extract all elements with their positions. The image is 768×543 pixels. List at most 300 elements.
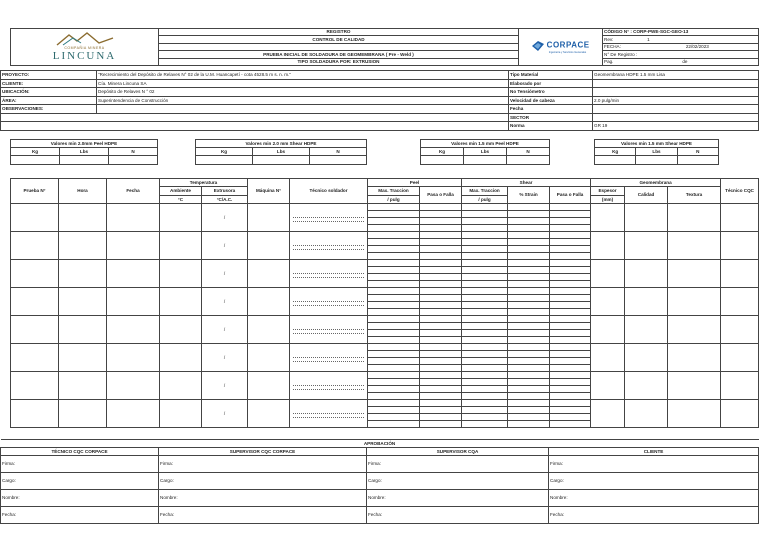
lincuna-logo bbox=[11, 29, 159, 66]
tecnico-cell[interactable] bbox=[290, 372, 368, 400]
prueba-cell[interactable] bbox=[11, 344, 59, 372]
elaborado-value bbox=[593, 79, 759, 88]
shear-pasa-cell[interactable] bbox=[550, 260, 591, 267]
maquina-cell[interactable] bbox=[248, 316, 290, 344]
shear-max-cell[interactable] bbox=[462, 407, 508, 414]
calidad-cell[interactable] bbox=[625, 232, 668, 260]
col-peel-unit: / pulg bbox=[368, 196, 420, 204]
shear-max-cell[interactable] bbox=[462, 344, 508, 351]
textura-cell[interactable] bbox=[668, 204, 721, 232]
col-shear-pasa: Pasa o Falla bbox=[550, 187, 591, 204]
firma-field[interactable]: Firma: bbox=[1, 456, 159, 473]
peel-max-cell[interactable] bbox=[368, 267, 420, 274]
fecha-cell[interactable] bbox=[107, 232, 160, 260]
strain-cell[interactable] bbox=[508, 260, 550, 267]
extrusora-cell[interactable]: / bbox=[202, 204, 248, 232]
peel-pasa-cell[interactable] bbox=[420, 225, 462, 232]
tecnico-cqc-cell[interactable] bbox=[721, 372, 759, 400]
registro-cell: N° De Registro : bbox=[603, 51, 759, 59]
hora-cell[interactable] bbox=[59, 372, 107, 400]
strain-cell[interactable] bbox=[508, 400, 550, 407]
peel-pasa-cell[interactable] bbox=[420, 372, 462, 379]
espesor-cell[interactable] bbox=[591, 204, 625, 232]
prueba-cell[interactable] bbox=[11, 372, 59, 400]
peel-max-cell[interactable] bbox=[368, 344, 420, 351]
hora-cell[interactable] bbox=[59, 316, 107, 344]
peel-pasa-cell[interactable] bbox=[420, 246, 462, 253]
shear-max-cell[interactable] bbox=[462, 302, 508, 309]
peel-pasa-cell[interactable] bbox=[420, 309, 462, 316]
strain-cell[interactable] bbox=[508, 372, 550, 379]
peel-pasa-cell[interactable] bbox=[420, 400, 462, 407]
peel-pasa-cell[interactable] bbox=[420, 253, 462, 260]
peel-max-cell[interactable] bbox=[368, 407, 420, 414]
extrusora-cell[interactable]: / bbox=[202, 316, 248, 344]
strain-cell[interactable] bbox=[508, 330, 550, 337]
shear-max-cell[interactable] bbox=[462, 323, 508, 330]
shear-max-cell[interactable] bbox=[462, 260, 508, 267]
shear-max-cell[interactable] bbox=[462, 204, 508, 211]
espesor-cell[interactable] bbox=[591, 372, 625, 400]
peel-max-cell[interactable] bbox=[368, 316, 420, 323]
peel-pasa-cell[interactable] bbox=[420, 288, 462, 295]
shear-max-cell[interactable] bbox=[462, 393, 508, 400]
cargo-field[interactable]: Cargo: bbox=[367, 473, 549, 490]
shear-max-cell[interactable] bbox=[462, 379, 508, 386]
peel-pasa-cell[interactable] bbox=[420, 414, 462, 421]
peel-pasa-cell[interactable] bbox=[420, 379, 462, 386]
strain-cell[interactable] bbox=[508, 281, 550, 288]
peel-pasa-cell[interactable] bbox=[420, 218, 462, 225]
peel-pasa-cell[interactable] bbox=[420, 344, 462, 351]
peel-max-cell[interactable] bbox=[368, 414, 420, 421]
peel-pasa-cell[interactable] bbox=[420, 281, 462, 288]
strain-cell[interactable] bbox=[508, 288, 550, 295]
ambiente-cell[interactable] bbox=[160, 288, 202, 316]
maquina-cell[interactable] bbox=[248, 400, 290, 428]
shear-pasa-cell[interactable] bbox=[550, 267, 591, 274]
tecnico-cqc-cell[interactable] bbox=[721, 288, 759, 316]
prueba-cell[interactable] bbox=[11, 260, 59, 288]
prueba-cell[interactable] bbox=[11, 232, 59, 260]
fecha-field[interactable]: Fecha: bbox=[367, 507, 549, 524]
min-values-3 bbox=[420, 139, 550, 165]
col-espesor-unit: (mm) bbox=[591, 196, 625, 204]
shear-pasa-cell[interactable] bbox=[550, 379, 591, 386]
peel-max-cell[interactable] bbox=[368, 246, 420, 253]
nombre-field[interactable]: Nombre: bbox=[1, 490, 159, 507]
tecnico-cell[interactable] bbox=[290, 260, 368, 288]
shear-pasa-cell[interactable] bbox=[550, 323, 591, 330]
strain-cell[interactable] bbox=[508, 239, 550, 246]
strain-cell[interactable] bbox=[508, 274, 550, 281]
peel-pasa-cell[interactable] bbox=[420, 316, 462, 323]
min-col: Lbs bbox=[60, 148, 109, 156]
pag-cell: Pag. de bbox=[603, 59, 759, 66]
shear-pasa-cell[interactable] bbox=[550, 302, 591, 309]
peel-max-cell[interactable] bbox=[368, 386, 420, 393]
shear-max-cell[interactable] bbox=[462, 288, 508, 295]
fecha-cell[interactable] bbox=[107, 288, 160, 316]
peel-max-cell[interactable] bbox=[368, 211, 420, 218]
peel-max-cell[interactable] bbox=[368, 309, 420, 316]
peel-max-cell[interactable] bbox=[368, 330, 420, 337]
peel-max-cell[interactable] bbox=[368, 400, 420, 407]
shear-max-cell[interactable] bbox=[462, 267, 508, 274]
tecnico-cqc-cell[interactable] bbox=[721, 316, 759, 344]
peel-max-cell[interactable] bbox=[368, 281, 420, 288]
peel-max-cell[interactable] bbox=[368, 274, 420, 281]
shear-pasa-cell[interactable] bbox=[550, 246, 591, 253]
shear-max-cell[interactable] bbox=[462, 421, 508, 428]
shear-max-cell[interactable] bbox=[462, 225, 508, 232]
peel-pasa-cell[interactable] bbox=[420, 260, 462, 267]
fecha-field[interactable]: Fecha: bbox=[1, 507, 159, 524]
shear-pasa-cell[interactable] bbox=[550, 309, 591, 316]
prueba-cell[interactable] bbox=[11, 288, 59, 316]
strain-cell[interactable] bbox=[508, 218, 550, 225]
shear-pasa-cell[interactable] bbox=[550, 281, 591, 288]
strain-cell[interactable] bbox=[508, 232, 550, 239]
peel-pasa-cell[interactable] bbox=[420, 351, 462, 358]
min-title: Valores min 1.5 mm Peel HDPE bbox=[421, 140, 550, 148]
peel-pasa-cell[interactable] bbox=[420, 407, 462, 414]
shear-max-cell[interactable] bbox=[462, 358, 508, 365]
strain-cell[interactable] bbox=[508, 365, 550, 372]
fecha-cell[interactable] bbox=[107, 372, 160, 400]
shear-max-cell[interactable] bbox=[462, 239, 508, 246]
peel-pasa-cell[interactable] bbox=[420, 365, 462, 372]
cargo-field[interactable]: Cargo: bbox=[549, 473, 759, 490]
min-col: Kg bbox=[11, 148, 60, 156]
min-cell bbox=[677, 156, 718, 165]
dotted-line bbox=[293, 357, 364, 358]
code-cell: CÓDIGO N° : CORP-PWE-SGC-GEO-13 bbox=[603, 29, 759, 36]
ambiente-cell[interactable] bbox=[160, 232, 202, 260]
fecha-cell[interactable] bbox=[107, 344, 160, 372]
prueba-cell[interactable] bbox=[11, 400, 59, 428]
shear-pasa-cell[interactable] bbox=[550, 407, 591, 414]
shear-max-cell[interactable] bbox=[462, 232, 508, 239]
tecnico-cqc-cell[interactable] bbox=[721, 260, 759, 288]
extrusora-cell[interactable]: / bbox=[202, 232, 248, 260]
col-strain: % Strain bbox=[508, 187, 550, 204]
peel-max-cell[interactable] bbox=[368, 337, 420, 344]
maquina-cell[interactable] bbox=[248, 232, 290, 260]
peel-max-cell[interactable] bbox=[368, 351, 420, 358]
dotted-line bbox=[293, 277, 364, 278]
strain-cell[interactable] bbox=[508, 393, 550, 400]
peel-max-cell[interactable] bbox=[368, 295, 420, 302]
peel-pasa-cell[interactable] bbox=[420, 358, 462, 365]
shear-pasa-cell[interactable] bbox=[550, 274, 591, 281]
shear-pasa-cell[interactable] bbox=[550, 225, 591, 232]
norma-value: GR 19 bbox=[593, 122, 759, 131]
strain-cell[interactable] bbox=[508, 386, 550, 393]
hora-cell[interactable] bbox=[59, 400, 107, 428]
corp-name: CORPACE bbox=[546, 40, 590, 50]
peel-pasa-cell[interactable] bbox=[420, 295, 462, 302]
peel-max-cell[interactable] bbox=[368, 288, 420, 295]
peel-pasa-cell[interactable] bbox=[420, 232, 462, 239]
hora-cell[interactable] bbox=[59, 288, 107, 316]
shear-pasa-cell[interactable] bbox=[550, 218, 591, 225]
tensiometro-value bbox=[593, 88, 759, 97]
shear-pasa-cell[interactable] bbox=[550, 295, 591, 302]
table-row bbox=[11, 288, 759, 295]
shear-pasa-cell[interactable] bbox=[550, 330, 591, 337]
fecha-field[interactable]: Fecha: bbox=[549, 507, 759, 524]
maquina-cell[interactable] bbox=[248, 260, 290, 288]
shear-pasa-cell[interactable] bbox=[550, 232, 591, 239]
hora-cell[interactable] bbox=[59, 204, 107, 232]
shear-pasa-cell[interactable] bbox=[550, 316, 591, 323]
peel-max-cell[interactable] bbox=[368, 365, 420, 372]
peel-pasa-cell[interactable] bbox=[420, 421, 462, 428]
min-col: N bbox=[109, 148, 158, 156]
shear-pasa-cell[interactable] bbox=[550, 400, 591, 407]
fecha-cell[interactable] bbox=[107, 400, 160, 428]
min-cell bbox=[636, 156, 677, 165]
prueba-cell[interactable] bbox=[11, 316, 59, 344]
tecnico-cell[interactable] bbox=[290, 204, 368, 232]
strain-cell[interactable] bbox=[508, 295, 550, 302]
peel-pasa-cell[interactable] bbox=[420, 211, 462, 218]
textura-cell[interactable] bbox=[668, 288, 721, 316]
peel-max-cell[interactable] bbox=[368, 253, 420, 260]
shear-max-cell[interactable] bbox=[462, 351, 508, 358]
strain-cell[interactable] bbox=[508, 267, 550, 274]
strain-cell[interactable] bbox=[508, 358, 550, 365]
strain-cell[interactable] bbox=[508, 309, 550, 316]
shear-pasa-cell[interactable] bbox=[550, 358, 591, 365]
tecnico-cqc-cell[interactable] bbox=[721, 400, 759, 428]
tecnico-cell[interactable] bbox=[290, 288, 368, 316]
peel-max-cell[interactable] bbox=[368, 379, 420, 386]
min-cell bbox=[464, 156, 507, 165]
shear-max-cell[interactable] bbox=[462, 414, 508, 421]
textura-cell[interactable] bbox=[668, 316, 721, 344]
peel-pasa-cell[interactable] bbox=[420, 302, 462, 309]
shear-pasa-cell[interactable] bbox=[550, 386, 591, 393]
shear-pasa-cell[interactable] bbox=[550, 372, 591, 379]
strain-cell[interactable] bbox=[508, 407, 550, 414]
dotted-line bbox=[293, 385, 364, 386]
shear-max-cell[interactable] bbox=[462, 309, 508, 316]
shear-pasa-cell[interactable] bbox=[550, 393, 591, 400]
espesor-cell[interactable] bbox=[591, 344, 625, 372]
cargo-field[interactable]: Cargo: bbox=[159, 473, 367, 490]
extrusora-cell[interactable]: / bbox=[202, 260, 248, 288]
extrusora-cell[interactable]: / bbox=[202, 400, 248, 428]
col-temperatura: Temperatura bbox=[160, 179, 248, 187]
velocidad-label: Velocidad de cabeza bbox=[509, 96, 593, 105]
tecnico-cell[interactable] bbox=[290, 316, 368, 344]
shear-max-cell[interactable] bbox=[462, 211, 508, 218]
peel-pasa-cell[interactable] bbox=[420, 239, 462, 246]
textura-cell[interactable] bbox=[668, 400, 721, 428]
peel-pasa-cell[interactable] bbox=[420, 204, 462, 211]
tecnico-cqc-cell[interactable] bbox=[721, 344, 759, 372]
peel-max-cell[interactable] bbox=[368, 225, 420, 232]
nombre-field[interactable]: Nombre: bbox=[367, 490, 549, 507]
strain-cell[interactable] bbox=[508, 225, 550, 232]
min-title: Valores min 1.5 mm Shear HDPE bbox=[595, 140, 719, 148]
min-cell bbox=[11, 156, 60, 165]
espesor-cell[interactable] bbox=[591, 260, 625, 288]
maquina-cell[interactable] bbox=[248, 344, 290, 372]
shear-pasa-cell[interactable] bbox=[550, 211, 591, 218]
ambiente-cell[interactable] bbox=[160, 372, 202, 400]
strain-cell[interactable] bbox=[508, 323, 550, 330]
shear-max-cell[interactable] bbox=[462, 316, 508, 323]
prueba-cell[interactable] bbox=[11, 204, 59, 232]
peel-pasa-cell[interactable] bbox=[420, 267, 462, 274]
maquina-cell[interactable] bbox=[248, 204, 290, 232]
strain-cell[interactable] bbox=[508, 204, 550, 211]
shear-pasa-cell[interactable] bbox=[550, 239, 591, 246]
shear-max-cell[interactable] bbox=[462, 365, 508, 372]
strain-cell[interactable] bbox=[508, 379, 550, 386]
strain-cell[interactable] bbox=[508, 344, 550, 351]
shear-max-cell[interactable] bbox=[462, 372, 508, 379]
shear-pasa-cell[interactable] bbox=[550, 288, 591, 295]
calidad-cell[interactable] bbox=[625, 372, 668, 400]
min-title: Valores min 2.0mm Peel HDPE bbox=[11, 140, 158, 148]
strain-cell[interactable] bbox=[508, 302, 550, 309]
strain-cell[interactable] bbox=[508, 246, 550, 253]
tecnico-cell[interactable] bbox=[290, 400, 368, 428]
strain-cell[interactable] bbox=[508, 211, 550, 218]
strain-cell[interactable] bbox=[508, 316, 550, 323]
peel-max-cell[interactable] bbox=[368, 393, 420, 400]
shear-pasa-cell[interactable] bbox=[550, 351, 591, 358]
textura-cell[interactable] bbox=[668, 232, 721, 260]
peel-max-cell[interactable] bbox=[368, 232, 420, 239]
nombre-field[interactable]: Nombre: bbox=[159, 490, 367, 507]
ambiente-cell[interactable] bbox=[160, 260, 202, 288]
shear-max-cell[interactable] bbox=[462, 400, 508, 407]
dotted-line bbox=[293, 301, 364, 302]
calidad-cell[interactable] bbox=[625, 288, 668, 316]
shear-max-cell[interactable] bbox=[462, 218, 508, 225]
firma-field[interactable]: Firma: bbox=[549, 456, 759, 473]
calidad-cell[interactable] bbox=[625, 344, 668, 372]
espesor-cell[interactable] bbox=[591, 316, 625, 344]
shear-pasa-cell[interactable] bbox=[550, 414, 591, 421]
ambiente-cell[interactable] bbox=[160, 344, 202, 372]
firma-field[interactable]: Firma: bbox=[159, 456, 367, 473]
peel-max-cell[interactable] bbox=[368, 372, 420, 379]
espesor-cell[interactable] bbox=[591, 288, 625, 316]
fecha-field[interactable]: Fecha: bbox=[159, 507, 367, 524]
ambiente-cell[interactable] bbox=[160, 316, 202, 344]
shear-max-cell[interactable] bbox=[462, 295, 508, 302]
shear-max-cell[interactable] bbox=[462, 281, 508, 288]
shear-pasa-cell[interactable] bbox=[550, 337, 591, 344]
calidad-cell[interactable] bbox=[625, 204, 668, 232]
tecnico-cqc-cell[interactable] bbox=[721, 232, 759, 260]
strain-cell[interactable] bbox=[508, 351, 550, 358]
col-extrusora: Extrusora bbox=[202, 187, 248, 196]
ubicacion-label: UBICACIÓN: bbox=[1, 88, 97, 97]
shear-pasa-cell[interactable] bbox=[550, 344, 591, 351]
firma-field[interactable]: Firma: bbox=[367, 456, 549, 473]
shear-max-cell[interactable] bbox=[462, 274, 508, 281]
peel-pasa-cell[interactable] bbox=[420, 337, 462, 344]
shear-pasa-cell[interactable] bbox=[550, 365, 591, 372]
textura-cell[interactable] bbox=[668, 344, 721, 372]
min-values-1 bbox=[10, 139, 158, 165]
fecha-cell[interactable] bbox=[107, 204, 160, 232]
shear-max-cell[interactable] bbox=[462, 386, 508, 393]
peel-max-cell[interactable] bbox=[368, 358, 420, 365]
espesor-cell[interactable] bbox=[591, 232, 625, 260]
strain-cell[interactable] bbox=[508, 414, 550, 421]
hora-cell[interactable] bbox=[59, 344, 107, 372]
peel-max-cell[interactable] bbox=[368, 323, 420, 330]
extrusora-cell[interactable]: / bbox=[202, 344, 248, 372]
peel-pasa-cell[interactable] bbox=[420, 323, 462, 330]
shear-max-cell[interactable] bbox=[462, 337, 508, 344]
nombre-field[interactable]: Nombre: bbox=[549, 490, 759, 507]
maquina-cell[interactable] bbox=[248, 288, 290, 316]
peel-pasa-cell[interactable] bbox=[420, 393, 462, 400]
maquina-cell[interactable] bbox=[248, 372, 290, 400]
fecha-cell[interactable] bbox=[107, 316, 160, 344]
peel-max-cell[interactable] bbox=[368, 260, 420, 267]
calidad-cell[interactable] bbox=[625, 400, 668, 428]
extrusora-cell[interactable]: / bbox=[202, 372, 248, 400]
peel-pasa-cell[interactable] bbox=[420, 274, 462, 281]
shear-max-cell[interactable] bbox=[462, 330, 508, 337]
tecnico-cqc-cell[interactable] bbox=[721, 204, 759, 232]
ambiente-cell[interactable] bbox=[160, 204, 202, 232]
tecnico-cell[interactable] bbox=[290, 344, 368, 372]
info-table bbox=[0, 70, 759, 131]
shear-pasa-cell[interactable] bbox=[550, 253, 591, 260]
strain-cell[interactable] bbox=[508, 253, 550, 260]
shear-pasa-cell[interactable] bbox=[550, 421, 591, 428]
calidad-cell[interactable] bbox=[625, 316, 668, 344]
textura-cell[interactable] bbox=[668, 372, 721, 400]
peel-max-cell[interactable] bbox=[368, 218, 420, 225]
espesor-cell[interactable] bbox=[591, 400, 625, 428]
peel-pasa-cell[interactable] bbox=[420, 330, 462, 337]
hora-cell[interactable] bbox=[59, 260, 107, 288]
peel-pasa-cell[interactable] bbox=[420, 386, 462, 393]
tecnico-cell[interactable] bbox=[290, 232, 368, 260]
extrusora-cell[interactable]: / bbox=[202, 288, 248, 316]
peel-max-cell[interactable] bbox=[368, 302, 420, 309]
shear-pasa-cell[interactable] bbox=[550, 204, 591, 211]
strain-cell[interactable] bbox=[508, 337, 550, 344]
textura-cell[interactable] bbox=[668, 260, 721, 288]
peel-max-cell[interactable] bbox=[368, 239, 420, 246]
ambiente-cell[interactable] bbox=[160, 400, 202, 428]
peel-max-cell[interactable] bbox=[368, 204, 420, 211]
peel-max-cell[interactable] bbox=[368, 421, 420, 428]
fecha-cell[interactable] bbox=[107, 260, 160, 288]
cargo-field[interactable]: Cargo: bbox=[1, 473, 159, 490]
strain-cell[interactable] bbox=[508, 421, 550, 428]
calidad-cell[interactable] bbox=[625, 260, 668, 288]
shear-max-cell[interactable] bbox=[462, 246, 508, 253]
proyecto-value: "Recrecimiento del Depósito de Relaves N° 02 de la U.M. Huancapetí - cota 4528.5 m s. n. m." bbox=[97, 71, 509, 80]
approval-col-cliente: CLIENTE bbox=[549, 448, 759, 456]
hora-cell[interactable] bbox=[59, 232, 107, 260]
shear-max-cell[interactable] bbox=[462, 253, 508, 260]
